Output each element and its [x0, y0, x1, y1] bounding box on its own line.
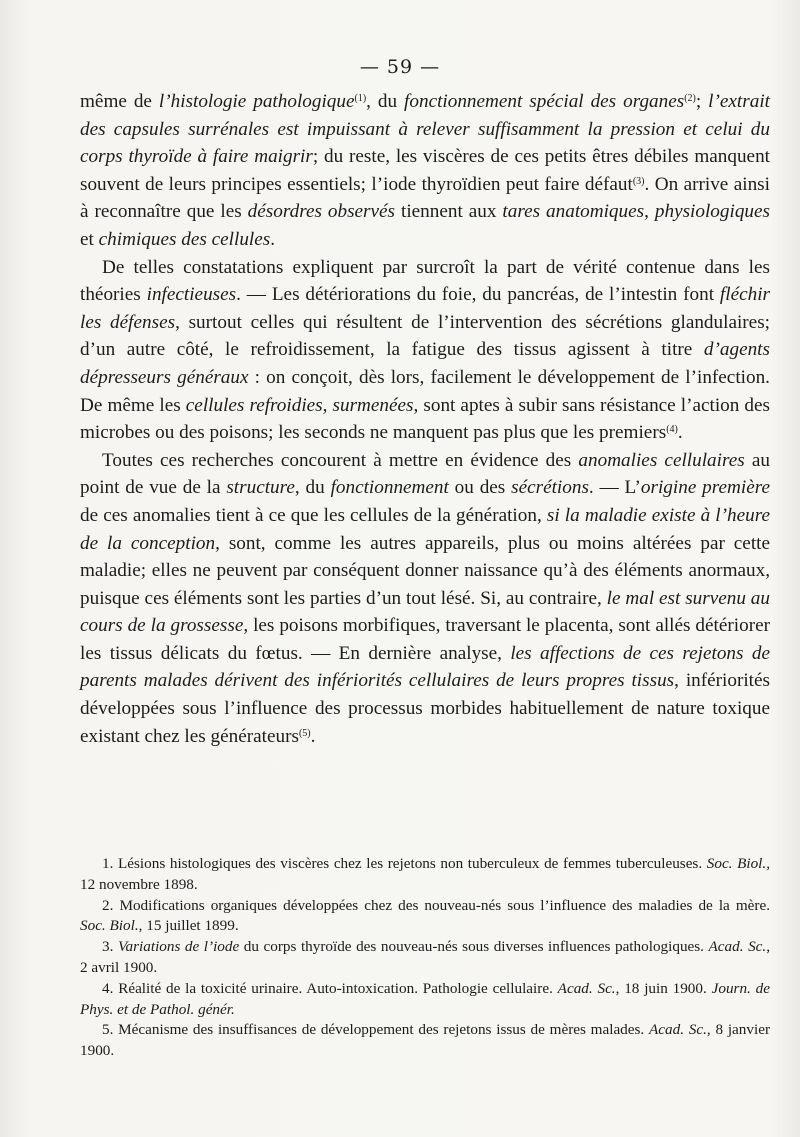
- text-run: même de: [80, 91, 159, 112]
- text-run: ;: [695, 91, 709, 112]
- text-run: . On arrive ainsi à reconnaître que les: [80, 173, 770, 223]
- text-run: .: [310, 725, 316, 747]
- text-run: 2. Modifications organiques développées chez des nouveau-nés sous l’influence des maladies de la mère.: [102, 896, 770, 914]
- text-run: . — L’: [588, 477, 641, 499]
- italic-text: fléchir les défenses: [80, 284, 770, 333]
- text-run: 5. Mécanisme des insuffisances de développement des rejetons issus de mères malades.: [102, 1021, 649, 1039]
- italic-text: Journ. de Phys. et de Pathol. génér.: [80, 979, 770, 1018]
- italic-text: Acad. Sc.: [649, 1021, 707, 1039]
- text-run: et: [80, 228, 99, 250]
- text-run: , 12 novembre 1898.: [80, 855, 770, 893]
- text-run: . — Les détériorations du foie, du pancréas, de l’intestin font: [236, 284, 720, 306]
- italic-text: les affections de ces rejetons de parents malades dérivent des infériorités cellulaires de leurs propres tissus: [80, 642, 770, 692]
- footnote: [80, 854, 770, 896]
- page-number: — 59 —: [359, 56, 441, 78]
- italic-text: infectieuses: [146, 284, 237, 306]
- text-run: , sont aptes à subir sans résistance l’action des microbes ou des poisons; les seconds ne manquent pas plus que les premiers: [80, 394, 771, 444]
- italic-text: fonctionnement: [330, 477, 449, 499]
- text-run: , infériorités développées sous l’influence des processus morbides habituellement de nature toxique existant chez les générateurs: [80, 670, 770, 747]
- italic-text: d’agents dépresseurs généraux: [80, 339, 770, 388]
- text-run: .: [270, 228, 276, 250]
- italic-text: si la maladie existe à l’heure de la conception: [80, 504, 770, 554]
- text-run: ,: [322, 394, 333, 416]
- footnote-ref: (1): [354, 93, 367, 104]
- text-run: 3.: [102, 938, 118, 956]
- footnote-ref: (2): [684, 93, 696, 104]
- footnote: [80, 979, 770, 1021]
- footnote-ref: (3): [632, 175, 645, 187]
- text-run: au point de vue de la: [80, 449, 770, 499]
- italic-text: Acad. Sc.: [557, 979, 616, 997]
- text-run: du corps thyroïde des nouveau-nés sous diverses influences pathologiques.: [239, 938, 709, 956]
- text-run: , du: [294, 477, 331, 499]
- italic-text: origine première: [640, 477, 770, 499]
- text-run: .: [677, 422, 683, 444]
- footnote-ref: (5): [298, 727, 311, 739]
- text-run: , 8 janvier 1900.: [80, 1021, 770, 1060]
- text-run: 1. Lésions histologiques des viscères chez les rejetons non tuberculeux de femmes tuberculeuses.: [102, 855, 707, 872]
- italic-text: surmenées: [332, 394, 414, 416]
- italic-text: désordres observés: [247, 201, 396, 223]
- text-run: , 15 juillet 1899.: [138, 917, 239, 935]
- italic-text: tares anatomiques: [502, 201, 645, 223]
- text-run: , 18 juin 1900.: [615, 979, 712, 997]
- text-run: 4. Réalité de la toxicité urinaire. Auto-intoxication. Pathologie cellulaire.: [102, 979, 558, 997]
- text-run: Toutes ces recherches concourent à mettre en évidence des: [102, 449, 579, 471]
- main-text: [80, 88, 770, 750]
- italic-text: Soc. Biol.: [80, 917, 139, 935]
- italic-text: l’extrait des capsules surrénales est impuissant à relever suffisamment la pression et celui du corps thyroïde à faire maigrir: [80, 91, 770, 168]
- italic-text: fonctionnement spécial des organes: [404, 91, 685, 112]
- footnote: [80, 896, 770, 938]
- italic-text: Soc. Biol.: [706, 855, 767, 872]
- italic-text: structure: [226, 477, 295, 499]
- footnote: [80, 1020, 770, 1062]
- italic-text: le mal est survenu au cours de la grossesse: [80, 587, 770, 637]
- paragraph: [80, 254, 770, 447]
- italic-text: chimiques des cellules: [98, 228, 271, 250]
- italic-text: physiologiques: [654, 201, 770, 223]
- text-run: , sont, comme les autres appareils, plus ou moins altérées par cette maladie; elles ne peuvent par conséquent donner naissance qu’à des éléments anormaux, puisque ces éléments sont les parties d’un tout lésé. Si, au contraire,: [80, 532, 770, 609]
- text-run: : on conçoit, dès lors, facilement le développement de l’infection. De même les: [80, 366, 770, 416]
- paragraph: [80, 88, 770, 254]
- italic-text: cellules refroidies: [185, 394, 323, 416]
- text-run: De telles constatations expliquent par surcroît la part de vérité contenue dans les théories: [80, 256, 770, 306]
- footnote: [80, 937, 770, 979]
- italic-text: Variations de l’iode: [117, 938, 240, 956]
- text-run: ou des: [448, 477, 512, 499]
- italic-text: l’histologie pathologique: [158, 91, 355, 112]
- text-run: tiennent aux: [395, 201, 503, 223]
- italic-text: Acad. Sc.: [708, 938, 767, 956]
- footnotes: [80, 854, 770, 1062]
- text-run: , 2 avril 1900.: [80, 938, 771, 976]
- text-run: de ces anomalies tient à ce que les cellules de la génération,: [80, 504, 547, 526]
- footnote-ref: (4): [666, 424, 678, 436]
- text-run: ; du reste, les viscères de ces petits êtres débiles manquent souvent de leurs principes essentiels; l’iode thyroïdien peut faire défaut: [80, 146, 770, 195]
- text-run: , du: [366, 91, 405, 112]
- text-run: , les poisons morbifiques, traversant le placenta, sont allés détériorer les tissus délicats du fœtus. — En dernière analyse,: [80, 615, 770, 664]
- text-run: , surtout celles qui résultent de l’intervention des sécrétions glandulaires; d’un autre côté, le refroidissement, la fatigue des tissus agissent à titre: [80, 311, 770, 361]
- italic-text: sécrétions: [511, 477, 589, 499]
- italic-text: anomalies cellulaires: [578, 449, 745, 471]
- text-run: ,: [644, 201, 655, 223]
- paragraph: [80, 447, 770, 751]
